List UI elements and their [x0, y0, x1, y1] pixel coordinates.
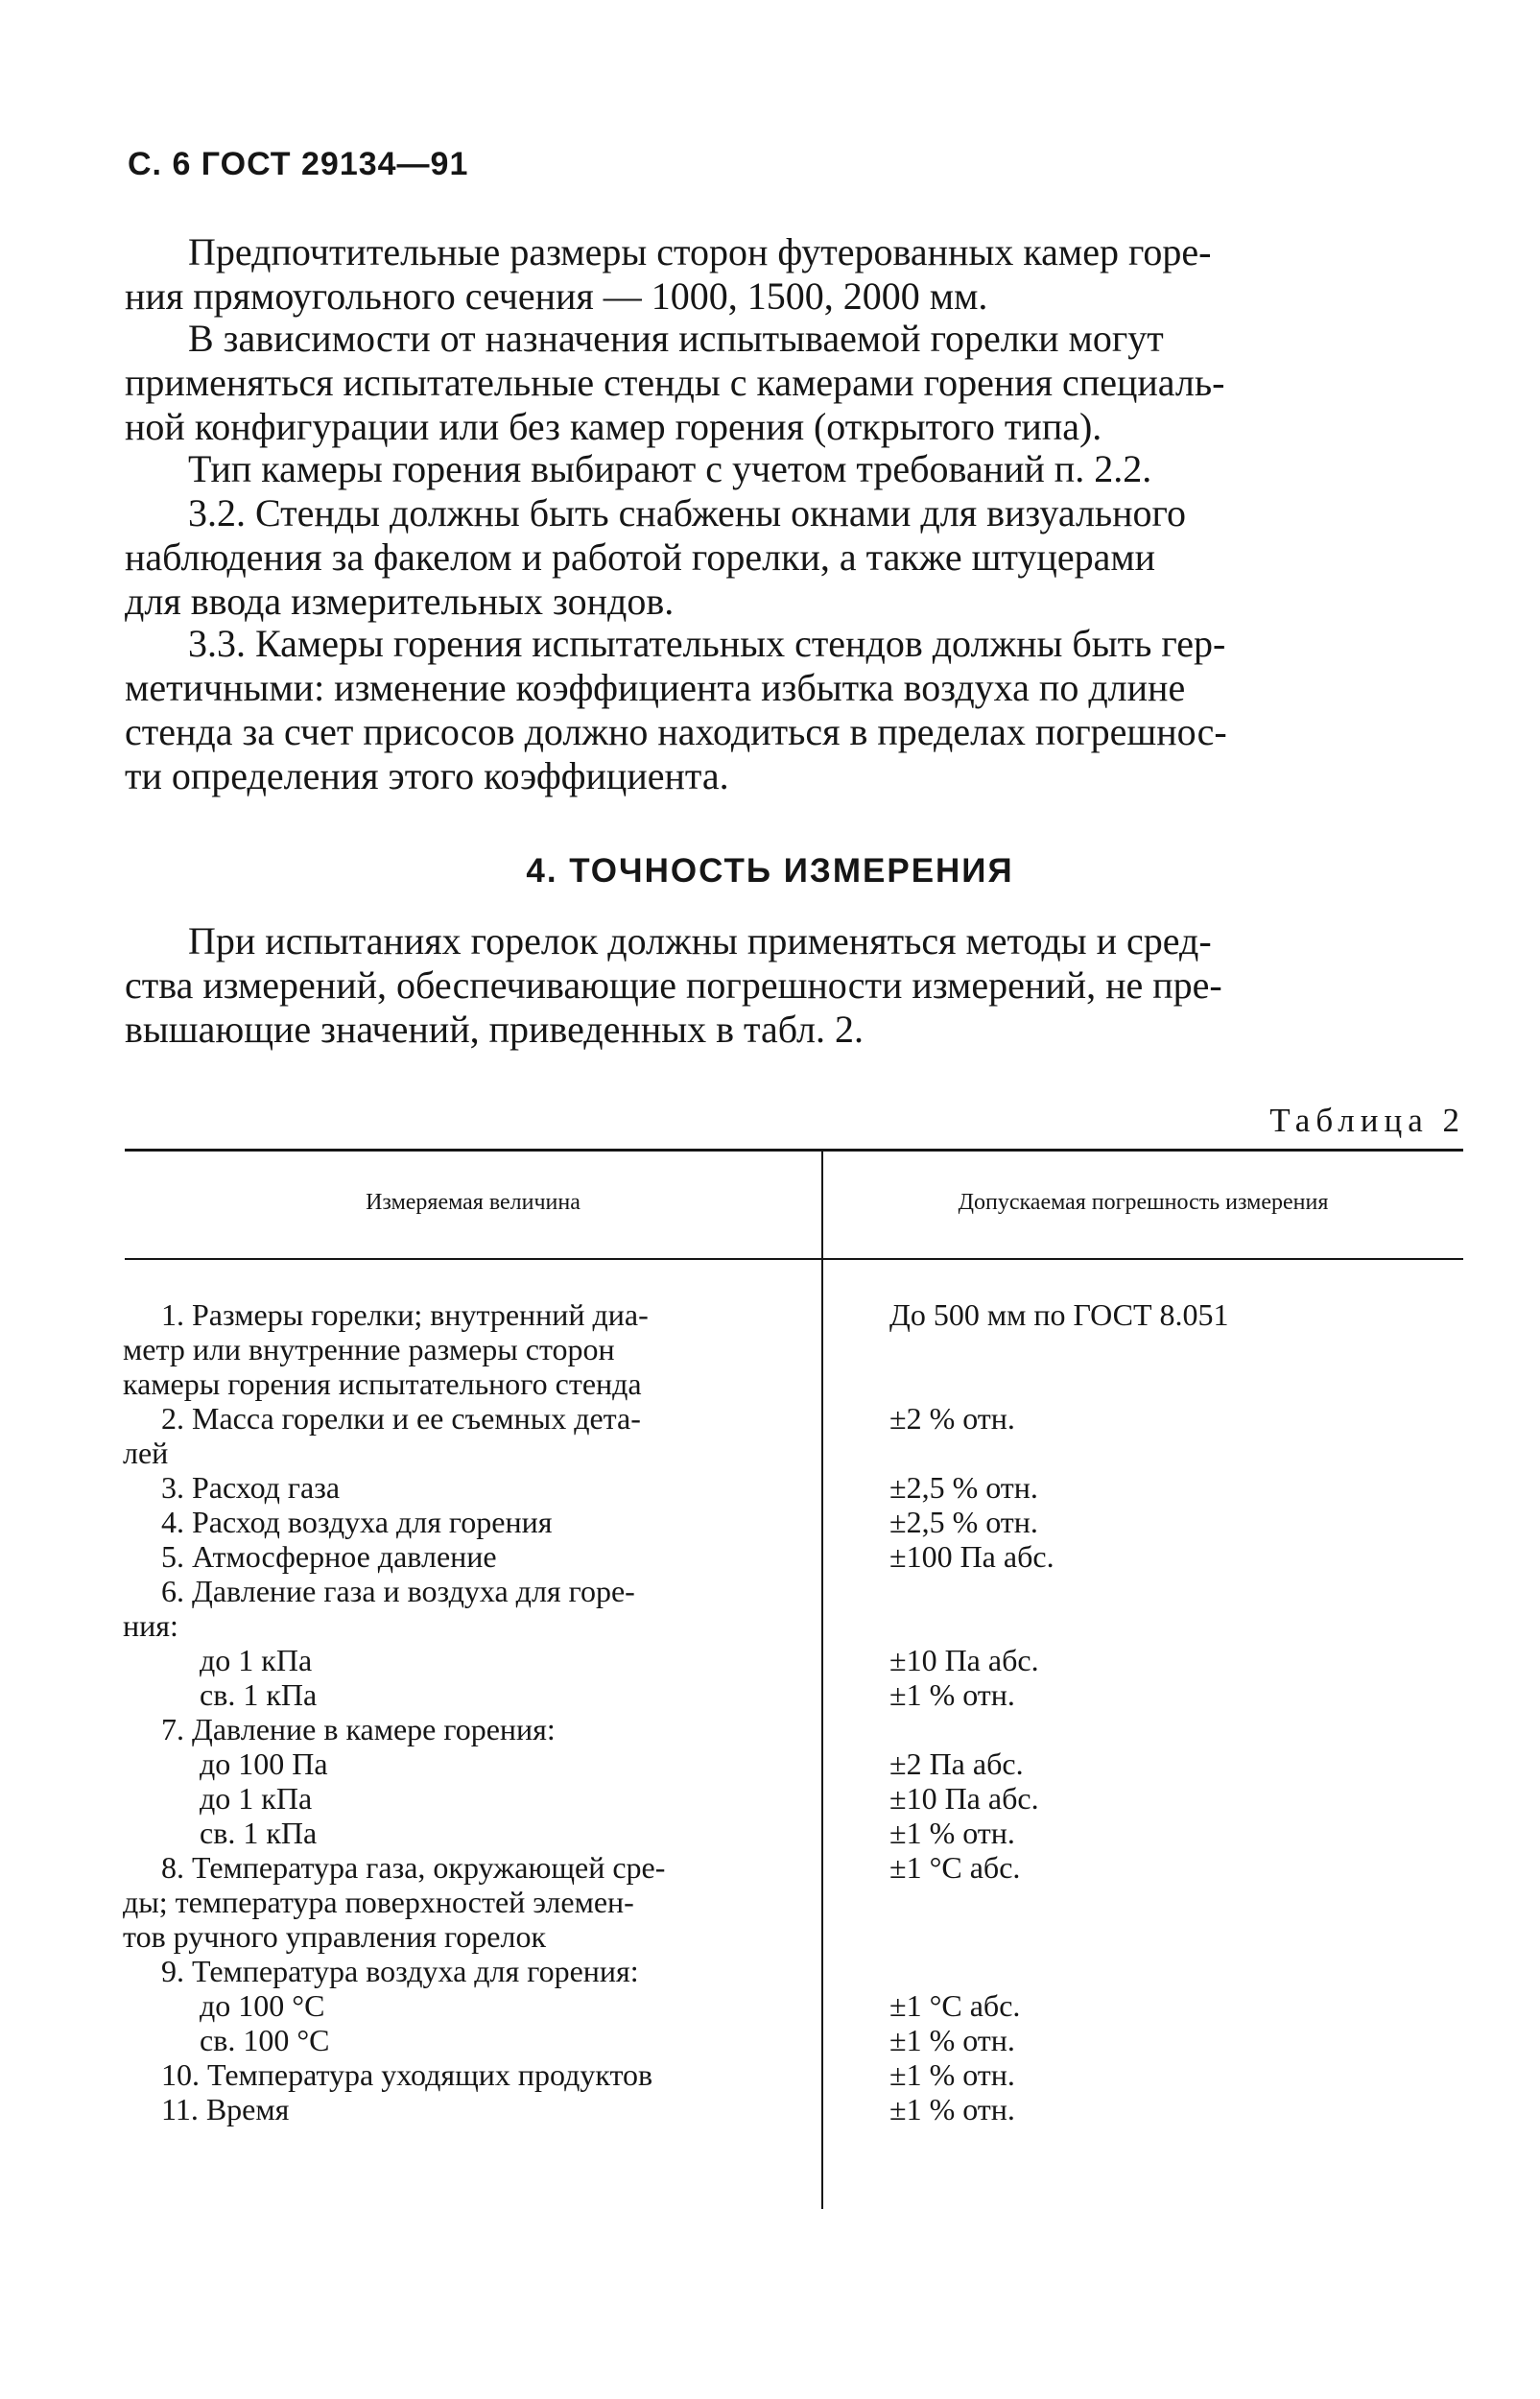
row-error-value: ±2 % отн. [889, 1401, 1015, 1436]
table-row [161, 1505, 552, 1539]
row-label-line: тов ручного управления горелок [123, 1919, 546, 1954]
row-label-line: св. 100 °С [200, 2023, 330, 2057]
table-row [161, 1470, 340, 1505]
paragraph-sizes [125, 230, 1463, 319]
text-line: Тип камеры горения выбирают с учетом требований п. 2.2. [188, 447, 1152, 490]
row-error-value: ±1 % отн. [889, 1677, 1015, 1712]
row-label-line: 10. Температура уходящих продуктов [161, 2057, 653, 2092]
paragraph-3-2 [125, 491, 1463, 624]
row-label-line: до 1 кПа [200, 1781, 313, 1816]
text-line: ной конфигурации или без камер горения (открытого типа). [125, 405, 1102, 448]
text-line: ства измерений, обеспечивающие погрешности измерений, не пре- [125, 963, 1222, 1007]
row-label-line: лей [123, 1436, 169, 1470]
table-row [161, 1539, 497, 1574]
row-label-line: 7. Давление в камере горения: [161, 1712, 556, 1746]
table-row [123, 1574, 635, 1643]
row-error-value: ±1 % отн. [889, 1816, 1015, 1850]
table-row [200, 1816, 317, 1850]
text-line: Предпочтительные размеры сторон футерованных камер горе- [188, 230, 1212, 273]
table-row [200, 2023, 329, 2057]
row-label-line: до 100 °С [200, 1988, 325, 2023]
text-line: стенда за счет присосов должно находиться в пределах погрешнос- [125, 710, 1227, 753]
row-label-line: до 100 Па [200, 1746, 328, 1781]
row-error-value: ±1 % отн. [889, 2057, 1015, 2092]
row-label-line: 11. Время [161, 2092, 290, 2126]
row-label-line: до 1 кПа [200, 1643, 313, 1677]
row-label-line: 9. Температура воздуха для горения: [161, 1954, 639, 1988]
row-label-line: 2. Масса горелки и ее съемных дета- [161, 1401, 641, 1436]
paragraph-3-3 [125, 622, 1463, 798]
text-line: 3.2. Стенды должны быть снабжены окнами для визуального [188, 491, 1186, 534]
paragraph-chamber-type [188, 447, 1463, 491]
row-error-value: ±1 % отн. [889, 2023, 1015, 2057]
page-header: С. 6 ГОСТ 29134—91 [128, 146, 469, 182]
row-label-line: 8. Температура газа, окружающей сре- [161, 1850, 666, 1885]
row-label-line: 4. Расход воздуха для горения [161, 1505, 553, 1539]
column-header-error: Допускаемая погрешность измерения [958, 1190, 1329, 1215]
row-label-line: 5. Атмосферное давление [161, 1539, 497, 1574]
row-label-line: св. 1 кПа [200, 1677, 318, 1712]
text-line: для ввода измерительных зондов. [125, 580, 675, 623]
table-row [200, 1677, 317, 1712]
table-header-rule [125, 1258, 1463, 1260]
row-label-line: ды; температура поверхностей элемен- [123, 1885, 634, 1919]
text-line: применяться испытательные стенды с камерами горения специаль- [125, 361, 1225, 404]
table-row [123, 1297, 649, 1401]
row-error-value: ±1 °С абс. [889, 1988, 1021, 2023]
table-row [123, 1850, 666, 1954]
table-row [161, 1954, 639, 1988]
table-row [200, 1988, 324, 2023]
text-line: вышающие значений, приведенных в табл. 2. [125, 1008, 865, 1051]
row-error-value: ±2,5 % отн. [889, 1505, 1038, 1539]
row-error-value: ±2 Па абс. [889, 1746, 1024, 1781]
table-column-divider [821, 1149, 823, 2209]
table-row [200, 1781, 312, 1816]
text-line: ти определения этого коэффициента. [125, 754, 729, 797]
row-error-value: ±1 % отн. [889, 2092, 1015, 2126]
column-header-quantity: Измеряемая величина [366, 1190, 580, 1215]
text-line: 3.3. Камеры горения испытательных стендов должны быть гер- [188, 622, 1226, 665]
table-row [161, 1712, 556, 1746]
row-label-line: ния: [123, 1608, 178, 1643]
table-row [200, 1643, 312, 1677]
table-row [200, 1746, 328, 1781]
table-row [161, 2092, 289, 2126]
row-error-value: До 500 мм по ГОСТ 8.051 [889, 1297, 1229, 1332]
text-line: метичными: изменение коэффициента избытка воздуха по длине [125, 666, 1186, 709]
paragraph-accuracy [125, 919, 1463, 1052]
paragraph-stands [125, 317, 1463, 449]
table-row [123, 1401, 641, 1470]
table-top-rule [125, 1149, 1463, 1152]
row-label-line: камеры горения испытательного стенда [123, 1366, 642, 1401]
text-line: ния прямоугольного сечения — 1000, 1500, 2000 мм. [125, 274, 988, 318]
row-error-value: ±100 Па абс. [889, 1539, 1054, 1574]
table-caption: Таблица 2 [1269, 1102, 1465, 1139]
row-error-value: ±10 Па абс. [889, 1781, 1039, 1816]
row-label-line: метр или внутренние размеры сторон [123, 1332, 615, 1366]
row-error-value: ±10 Па абс. [889, 1643, 1039, 1677]
table-row [161, 2057, 652, 2092]
row-label-line: 3. Расход газа [161, 1470, 341, 1505]
section-title: 4. ТОЧНОСТЬ ИЗМЕРЕНИЯ [526, 852, 1014, 890]
row-label-line: 1. Размеры горелки; внутренний диа- [161, 1297, 649, 1332]
row-label-line: св. 1 кПа [200, 1816, 318, 1850]
text-line: При испытаниях горелок должны применяться методы и сред- [188, 919, 1212, 962]
row-error-value: ±2,5 % отн. [889, 1470, 1038, 1505]
row-label-line: 6. Давление газа и воздуха для горе- [161, 1574, 635, 1608]
text-line: В зависимости от назначения испытываемой горелки могут [188, 317, 1164, 360]
text-line: наблюдения за факелом и работой горелки, а также штуцерами [125, 535, 1156, 579]
row-error-value: ±1 °С абс. [889, 1850, 1021, 1885]
